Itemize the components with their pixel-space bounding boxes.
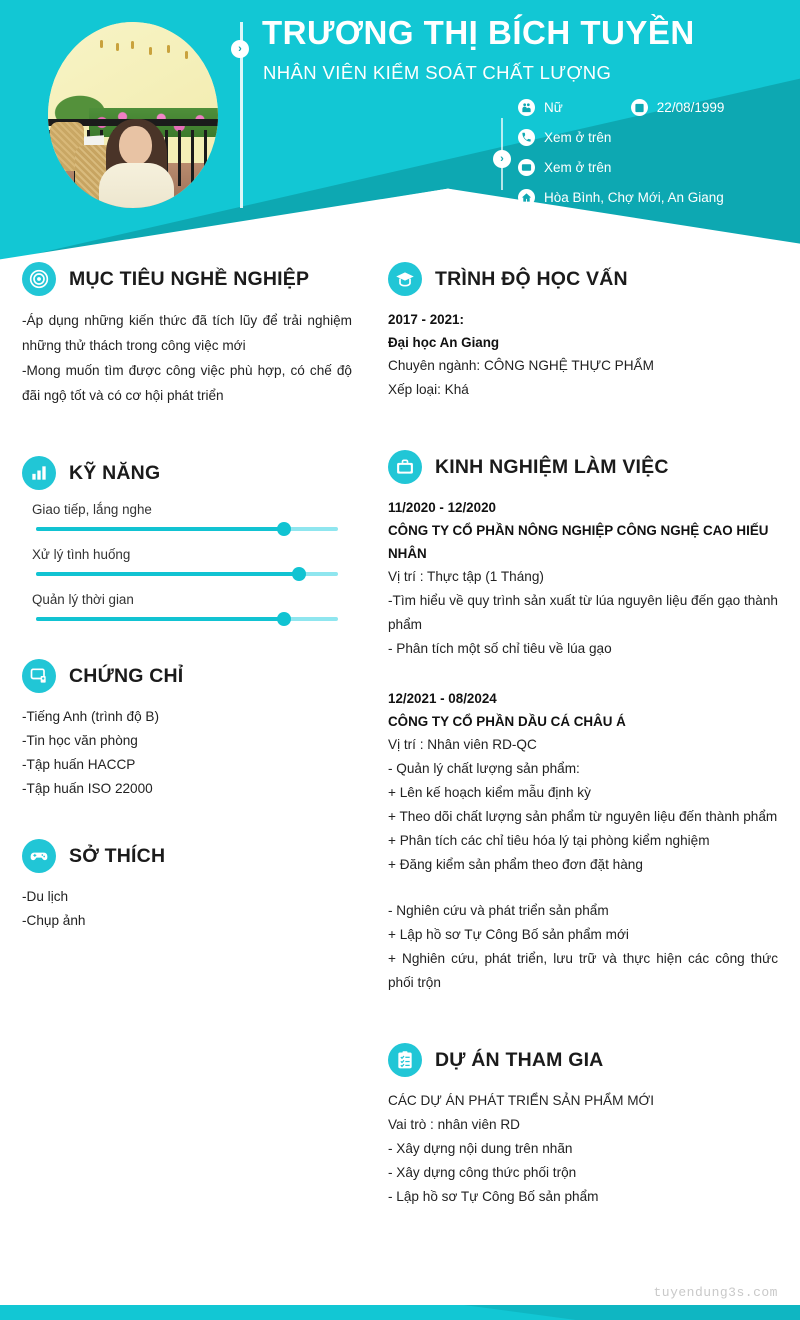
education-period: 2017 - 2021:	[388, 312, 464, 327]
contact-email[interactable]	[518, 152, 724, 182]
job-position: Vị trí : Nhân viên RD-QC	[388, 737, 537, 752]
footer-bar-accent	[0, 1305, 800, 1320]
job-detail: - Nghiên cứu và phát triển sản phẩm	[388, 903, 609, 918]
section-experience	[388, 450, 778, 995]
project-line: - Xây dựng công thức phối trộn	[388, 1165, 577, 1180]
target-icon	[22, 262, 56, 296]
section-education-title: TRÌNH ĐỘ HỌC VẤN	[435, 267, 628, 290]
list-item: -Du lịch	[22, 889, 69, 904]
education-major: Chuyên ngành: CÔNG NGHỆ THỰC PHẨM	[388, 358, 654, 373]
briefcase-icon	[388, 450, 422, 484]
portrait-photo	[48, 22, 218, 208]
hobbies-list	[22, 885, 352, 933]
skill-slider[interactable]	[36, 527, 338, 531]
list-item: -Tập huấn ISO 22000	[22, 781, 153, 796]
cv-header	[0, 0, 800, 262]
contact-email-text: Xem ở trên	[544, 159, 612, 175]
job-detail: - Phân tích một số chỉ tiêu về lúa gạo	[388, 641, 612, 656]
education-school: Đại học An Giang	[388, 335, 500, 350]
skill-knob	[277, 522, 291, 536]
contact-gender	[518, 92, 563, 122]
section-projects-title: DỰ ÁN THAM GIA	[435, 1048, 604, 1071]
experience-job	[388, 687, 778, 995]
job-detail: + Phân tích các chỉ tiêu hóa lý tại phòng kiểm nghiệm	[388, 833, 710, 848]
project-line: CÁC DỰ ÁN PHÁT TRIỂN SẢN PHẨM MỚI	[388, 1093, 654, 1108]
right-column	[388, 262, 778, 1231]
job-company: CÔNG TY CỔ PHẦN NÔNG NGHIỆP CÔNG NGHỆ CAO HIẾU NHÂN	[388, 523, 769, 561]
gender-icon	[518, 99, 535, 116]
string-lights-decor	[96, 37, 208, 67]
section-hobbies-header	[22, 839, 352, 873]
contact-phone-text: Xem ở trên	[544, 129, 612, 145]
section-projects-header	[388, 1043, 778, 1077]
skill-fill	[36, 617, 284, 621]
project-line: Vai trò : nhân viên RD	[388, 1117, 520, 1132]
section-objective-header	[22, 262, 352, 296]
job-period: 12/2021 - 08/2024	[388, 691, 497, 706]
section-certificates-header	[22, 659, 352, 693]
skill-label: Quản lý thời gian	[32, 592, 134, 607]
calendar-icon	[631, 99, 648, 116]
section-experience-title: KINH NGHIỆM LÀM VIỆC	[435, 455, 669, 478]
skill-knob	[292, 567, 306, 581]
graduation-cap-icon	[388, 262, 422, 296]
skill-item	[22, 502, 352, 531]
watermark: tuyendung3s.com	[653, 1285, 778, 1300]
candidate-name: TRƯƠNG THỊ BÍCH TUYỀN	[262, 14, 695, 51]
job-detail: + Theo dõi chất lượng sản phẩm từ nguyên liệu đến thành phẩm	[388, 809, 778, 824]
certificates-list	[22, 705, 352, 801]
skill-slider[interactable]	[36, 617, 338, 621]
job-detail: - Quản lý chất lượng sản phẩm:	[388, 761, 580, 776]
section-education	[388, 262, 778, 402]
section-hobbies-title: SỞ THÍCH	[69, 844, 166, 867]
job-detail: + Nghiên cứu, phát triển, lưu trữ và thực hiện các công thức phối trộn	[388, 951, 778, 990]
skill-label: Xử lý tình huống	[32, 547, 131, 562]
candidate-job-title: NHÂN VIÊN KIỂM SOÁT CHẤT LƯỢNG	[263, 62, 612, 83]
section-projects	[388, 1043, 778, 1209]
section-experience-header	[388, 450, 778, 484]
list-item: -Tập huấn HACCP	[22, 757, 136, 772]
skill-slider[interactable]	[36, 572, 338, 576]
objective-line-1: -Áp dụng những kiến thức đã tích lũy để trải nghiệm những thử thách trong công việc mới	[22, 313, 352, 353]
skill-fill	[36, 527, 284, 531]
list-item: -Chụp ảnh	[22, 913, 86, 928]
home-icon	[518, 189, 535, 206]
certificate-icon	[22, 659, 56, 693]
skill-fill	[36, 572, 299, 576]
section-education-header	[388, 262, 778, 296]
job-detail: + Lên kế hoạch kiểm mẫu định kỳ	[388, 785, 591, 800]
section-skills-title: KỸ NĂNG	[69, 461, 161, 484]
section-skills	[22, 456, 352, 621]
skill-knob	[277, 612, 291, 626]
job-detail: + Lập hồ sơ Tự Công Bố sản phẩm mới	[388, 927, 629, 942]
section-skills-header	[22, 456, 352, 490]
job-detail-spacer	[388, 877, 778, 899]
phone-icon	[518, 129, 535, 146]
gamepad-icon	[22, 839, 56, 873]
avatar	[48, 22, 218, 208]
project-line: - Lập hồ sơ Tự Công Bố sản phẩm	[388, 1189, 599, 1204]
job-detail: -Tìm hiểu về quy trình sản xuất từ lúa nguyên liệu đến gạo thành phẩm	[388, 593, 778, 632]
section-hobbies	[22, 839, 352, 933]
skill-label: Giao tiếp, lắng nghe	[32, 502, 152, 517]
section-certificates-title: CHỨNG CHỈ	[69, 664, 184, 687]
left-column	[22, 262, 352, 955]
objective-line-2: -Mong muốn tìm được công việc phù hợp, có chế độ đãi ngộ tốt và có cơ hội phát triển	[22, 363, 352, 403]
cv-body	[0, 262, 800, 1282]
contact-gender-text: Nữ	[544, 99, 563, 115]
skill-item	[22, 547, 352, 576]
education-grade: Xếp loại: Khá	[388, 382, 469, 397]
contact-phone[interactable]	[518, 122, 724, 152]
job-company: CÔNG TY CỔ PHẦN DẦU CÁ CHÂU Á	[388, 714, 626, 729]
section-objective	[22, 262, 352, 408]
footer-bar	[0, 1305, 800, 1320]
skill-item	[22, 592, 352, 621]
job-period: 11/2020 - 12/2020	[388, 500, 496, 515]
contact-list	[518, 92, 724, 212]
project-line: - Xây dựng nội dung trên nhãn	[388, 1141, 573, 1156]
experience-job	[388, 496, 778, 661]
contact-birthdate-text: 22/08/1999	[656, 99, 725, 115]
section-certificates	[22, 659, 352, 801]
contact-address	[518, 182, 724, 212]
chevron-right-icon-contact: ›	[493, 150, 511, 168]
contact-birthdate	[631, 92, 725, 122]
bar-chart-icon	[22, 456, 56, 490]
envelope-icon	[518, 159, 535, 176]
clipboard-check-icon	[388, 1043, 422, 1077]
list-item: -Tin học văn phòng	[22, 733, 138, 748]
job-position: Vị trí : Thực tập (1 Tháng)	[388, 569, 544, 584]
contact-address-text: Hòa Bình, Chợ Mới, An Giang	[544, 189, 724, 205]
list-item: -Tiếng Anh (trình độ B)	[22, 709, 160, 724]
job-detail: + Đăng kiểm sản phẩm theo đơn đặt hàng	[388, 857, 643, 872]
chevron-right-icon-top: ›	[231, 40, 249, 58]
section-objective-title: MỤC TIÊU NGHỀ NGHIỆP	[69, 267, 310, 290]
